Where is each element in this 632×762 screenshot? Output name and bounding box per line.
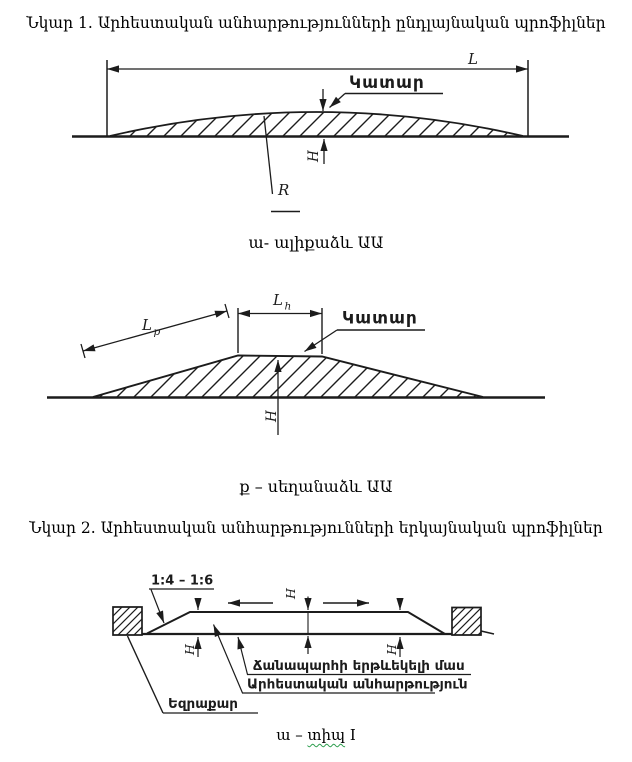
left-curb-block — [113, 607, 142, 635]
ramp-length-subscript: p — [153, 326, 161, 338]
figure1-trapezoid-profile-diagram — [45, 282, 550, 458]
figure1a-caption: ա- ալիքաձև ԱԱ — [248, 233, 384, 252]
height-label-right: H — [384, 644, 399, 655]
right-ground-tick — [481, 631, 494, 634]
ramp-length-label: L — [142, 316, 152, 334]
slope-leader-arrow — [151, 590, 164, 624]
figure2-cross-section-diagram — [75, 558, 535, 726]
roadway-leader-arrow — [238, 637, 248, 675]
roadway-label: Ճանապարհի երթևեկելի մաս — [253, 658, 465, 674]
figure1-title: Նկար 1. Արհեստական անհարթությունների ընդլայնական պրոֆիլներ — [26, 14, 606, 32]
radius-label: R — [278, 181, 290, 199]
crest-label: Կատար — [342, 308, 418, 329]
figure2-caption-spellchecked-word: տիպ — [307, 726, 346, 744]
figure1b-caption: ք – սեղանաձև ԱԱ — [239, 477, 393, 496]
right-curb-block — [452, 608, 481, 636]
crest-leader-arrow — [330, 94, 346, 108]
height-label: H — [306, 150, 322, 162]
platform-length-label: L — [273, 291, 283, 309]
figure2-caption-suffix: I — [345, 726, 356, 744]
trapezoid-hump-hatched-body — [93, 356, 483, 398]
figure1-wave-profile-diagram — [65, 48, 575, 220]
height-label: H — [264, 410, 280, 422]
platform-extension-lines — [238, 308, 322, 354]
height-label-left: H — [182, 644, 197, 655]
platform-length-subscript: h — [284, 300, 292, 313]
bump-top-surface — [147, 612, 445, 634]
height-label-middle: H — [283, 588, 298, 599]
curb-label: Եզրաքար — [168, 696, 238, 712]
crest-label: Կատար — [349, 73, 425, 93]
curb-leader-line — [128, 636, 164, 713]
crest-leader-arrow — [305, 330, 338, 352]
figure2-caption — [0, 726, 632, 744]
slope-ratio-label: 1:4 – 1:6 — [151, 573, 214, 589]
figure2-caption-prefix: ա – — [276, 726, 308, 744]
figure2-title: Նկար 2. Արհեստական անհարթությունների երկայնական պրոֆիլներ — [29, 519, 603, 537]
length-label: L — [468, 50, 478, 68]
artificial-bump-label: Արհեստական անհարթություն — [247, 676, 468, 693]
